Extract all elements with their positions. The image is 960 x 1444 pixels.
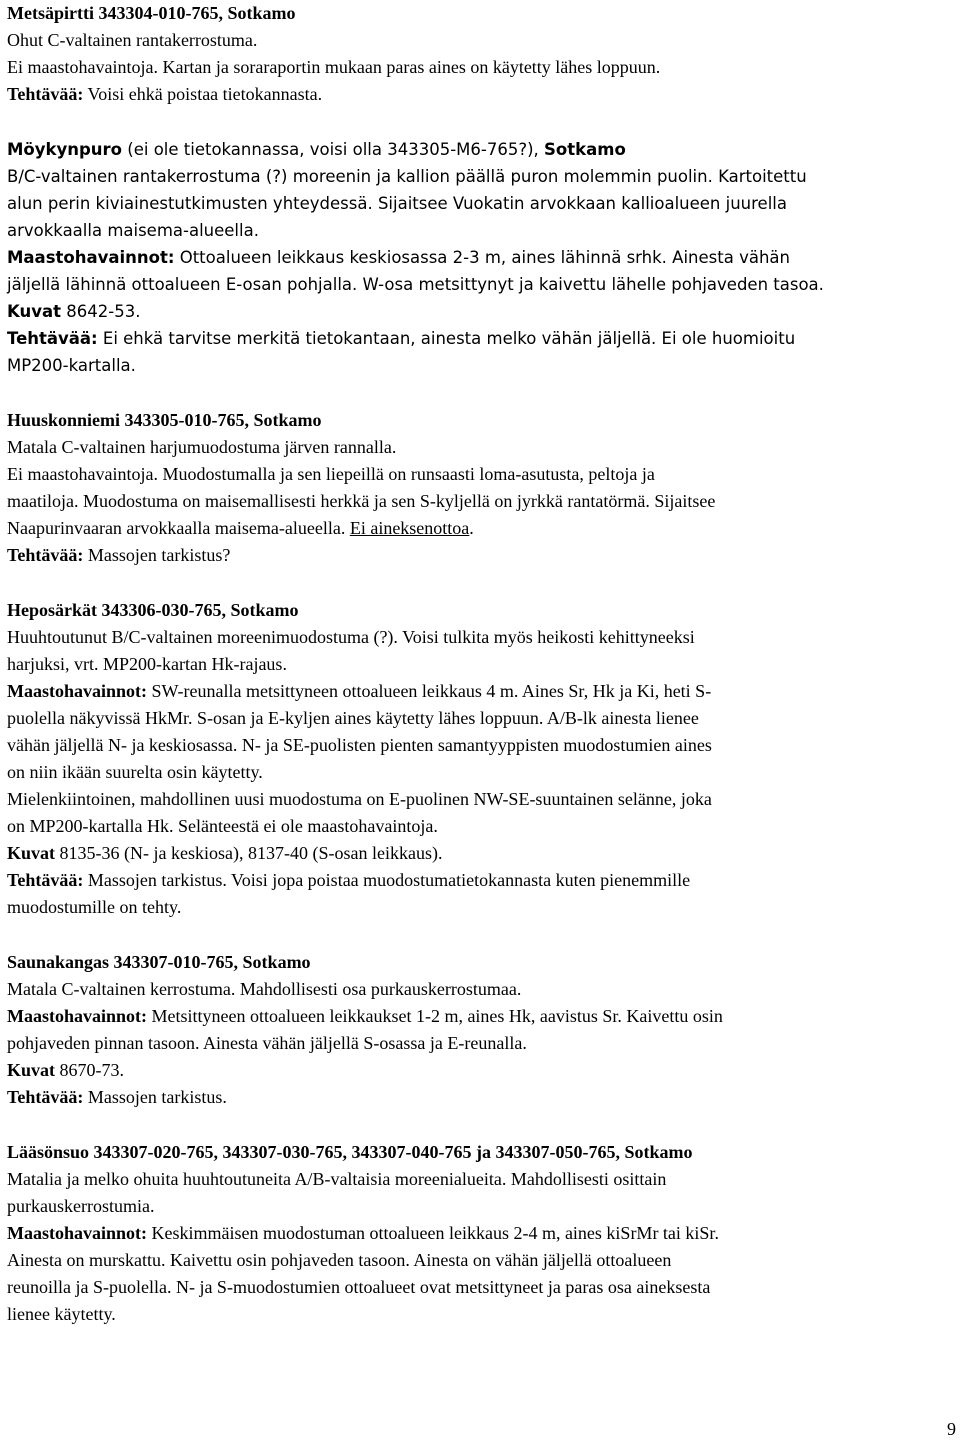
section-laasonsuo [7, 1139, 952, 1328]
observations-label: Maastohavainnot: [7, 1223, 148, 1243]
paragraph-line: B/C-valtainen rantakerrostuma (?) moreenin ja kallion päällä puron molemmin puolin. Kartoitettu [7, 167, 807, 186]
paragraph-line: MP200-kartalla. [7, 356, 136, 375]
task-line: Tehtävää: Massojen tarkistus. [7, 1087, 227, 1107]
paragraph-line: pohjaveden pinnan tasoon. Ainesta vähän jäljellä S-osassa ja E-reunalla. [7, 1033, 527, 1053]
observations-line: Maastohavainnot: SW-reunalla metsittyneen ottoalueen leikkaus 4 m. Aines Sr, Hk ja Ki, heti S- [7, 681, 712, 701]
task-line: Tehtävää: Massojen tarkistus? [7, 545, 231, 565]
section-title: Metsäpirtti 343304-010-765, Sotkamo [7, 3, 296, 23]
paragraph-line: Mielenkiintoinen, mahdollinen uusi muodostuma on E-puolinen NW-SE-suuntainen selänne, joka [7, 789, 712, 809]
paragraph-line: Ei maastohavaintoja. Muodostumalla ja sen liepeillä on runsaasti loma-asutusta, peltoja ja [7, 464, 655, 484]
paragraph-line: purkauskerrostumia. [7, 1196, 155, 1216]
task-label: Tehtävää: [7, 329, 98, 348]
task-label: Tehtävää: [7, 545, 84, 565]
paragraph-line: Ohut C-valtainen rantakerrostuma. [7, 30, 258, 50]
observations-line: Maastohavainnot: Metsittyneen ottoalueen leikkaukset 1-2 m, aines Hk, aavistus Sr. Kaivettu osin [7, 1006, 723, 1026]
section-heposarkat [7, 597, 952, 921]
pictures-label: Kuvat [7, 1060, 56, 1080]
paragraph-line: alun perin kiviainestutkimusten yhteydessä. Sijaitsee Vuokatin arvokkaan kallioalueen juurella [7, 194, 787, 213]
paragraph-line: muodostumille on tehty. [7, 897, 182, 917]
paragraph-line: maatiloja. Muodostuma on maisemallisesti herkkä ja sen S-kyljellä on jyrkkä rantatörmä. Sijaitsee [7, 491, 716, 511]
section-saunakangas [7, 949, 952, 1111]
pictures-line: Kuvat 8670-73. [7, 1060, 125, 1080]
paragraph-line: puolella näkyvissä HkMr. S-osan ja E-kyljen aines käytetty lähes loppuun. A/B-lk ainesta lienee [7, 708, 699, 728]
paragraph-line: on MP200-kartalla Hk. Selänteestä ei ole maastohavaintoja. [7, 816, 438, 836]
task-label: Tehtävää: [7, 1087, 84, 1107]
paragraph-line: harjuksi, vrt. MP200-kartan Hk-rajaus. [7, 654, 287, 674]
task-label: Tehtävää: [7, 84, 84, 104]
section-title: Möykynpuro (ei ole tietokannassa, voisi olla 343305-M6-765?), Sotkamo [7, 140, 626, 159]
observations-line: Maastohavainnot: Ottoalueen leikkaus keskiosassa 2-3 m, aines lähinnä srhk. Ainesta vähän [7, 248, 790, 267]
paragraph-line: reunoilla ja S-puolella. N- ja S-muodostumien ottoalueet ovat metsittyneet ja paras osa aineksesta [7, 1277, 711, 1297]
task-label: Tehtävää: [7, 870, 84, 890]
observations-label: Maastohavainnot: [7, 1006, 148, 1026]
paragraph-line: Matala C-valtainen kerrostuma. Mahdollisesti osa purkauskerrostumaa. [7, 979, 522, 999]
pictures-line: Kuvat 8642-53. [7, 302, 141, 321]
pictures-line: Kuvat 8135-36 (N- ja keskiosa), 8137-40 (S-osan leikkaus). [7, 843, 443, 863]
paragraph-line: Naapurinvaaran arvokkaalla maisema-alueella. Ei aineksenottoa. [7, 518, 474, 538]
paragraph-line: lienee käytetty. [7, 1304, 116, 1324]
paragraph-line: arvokkaalla maisema-alueella. [7, 221, 259, 240]
paragraph-line: Ainesta on murskattu. Kaivettu osin pohjaveden tasoon. Ainesta on vähän jäljellä ottoalueen [7, 1250, 672, 1270]
task-line: Tehtävää: Massojen tarkistus. Voisi jopa poistaa muodostumatietokannasta kuten pienemmille [7, 870, 691, 890]
section-metsapirtti [7, 0, 952, 108]
paragraph-line: Matala C-valtainen harjumuodostuma järven rannalla. [7, 437, 397, 457]
paragraph-line: Matalia ja melko ohuita huuhtoutuneita A/B-valtaisia moreenialueita. Mahdollisesti osittain [7, 1169, 667, 1189]
paragraph-line: Ei maastohavaintoja. Kartan ja soraraportin mukaan paras aines on käytetty lähes loppuun. [7, 57, 661, 77]
paragraph-line: on niin ikään suurelta osin käytetty. [7, 762, 263, 782]
pictures-label: Kuvat [7, 302, 62, 321]
section-title: Heposärkät 343306-030-765, Sotkamo [7, 600, 299, 620]
observations-label: Maastohavainnot: [7, 248, 175, 267]
document-page [7, 0, 952, 1328]
section-title: Huuskonniemi 343305-010-765, Sotkamo [7, 410, 322, 430]
observations-label: Maastohavainnot: [7, 681, 148, 701]
observations-line: Maastohavainnot: Keskimmäisen muodostuman ottoalueen leikkaus 2-4 m, aines kiSrMr tai kiSr. [7, 1223, 719, 1243]
paragraph-line: Huuhtoutunut B/C-valtainen moreenimuodostuma (?). Voisi tulkita myös heikosti kehittyneeksi [7, 627, 695, 647]
task-line: Tehtävää: Ei ehkä tarvitse merkitä tietokantaan, ainesta melko vähän jäljellä. Ei ole huomioitu [7, 329, 796, 348]
no-extraction-note: Ei aineksenottoa [349, 518, 470, 538]
section-title: Saunakangas 343307-010-765, Sotkamo [7, 952, 311, 972]
pictures-label: Kuvat [7, 843, 56, 863]
paragraph-line: vähän jäljellä N- ja keskiosassa. N- ja SE-puolisten pienten samantyyppisten muodostumien aines [7, 735, 712, 755]
section-huuskonniemi [7, 407, 952, 569]
paragraph-line: jäljellä lähinnä ottoalueen E-osan pohjalla. W-osa metsittynyt ja kaivettu lähelle pohjaveden tasoa. [7, 275, 824, 294]
task-line: Tehtävää: Voisi ehkä poistaa tietokannasta. [7, 84, 323, 104]
page-number: 9 [947, 1419, 956, 1439]
section-title: Lääsönsuo 343307-020-765, 343307-030-765, 343307-040-765 ja 343307-050-765, Sotkamo [7, 1142, 693, 1162]
section-moykynpuro [7, 136, 952, 379]
